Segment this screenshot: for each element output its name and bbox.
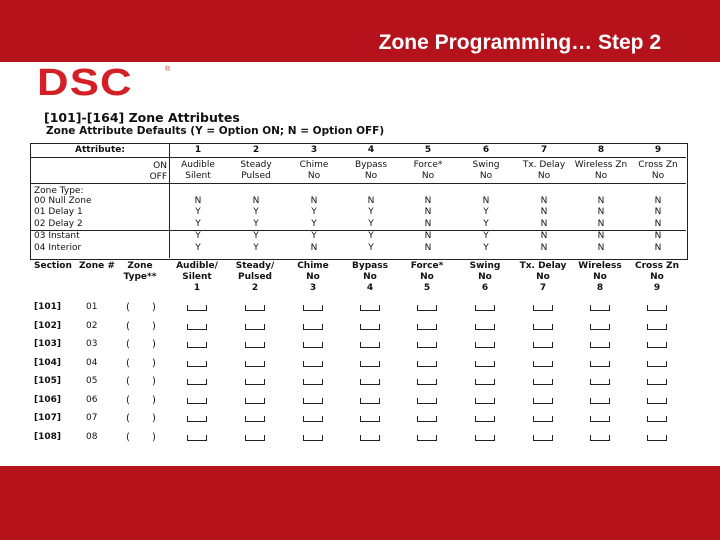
attribute-entry-box[interactable] [360, 379, 380, 385]
section-attr-number: 4 [366, 283, 374, 293]
attribute-entry-box[interactable] [533, 361, 553, 367]
default-value: Y [253, 207, 259, 217]
attr-col-off: No [651, 171, 665, 181]
zone-type-row-label: 02 Delay 2 [34, 219, 83, 229]
section-number: [104] [34, 358, 62, 368]
default-value: Y [368, 243, 374, 253]
default-value: N [540, 243, 548, 253]
section-attr-header-line2: No [536, 272, 550, 282]
attr-col-off: No [421, 171, 435, 181]
attribute-entry-box[interactable] [590, 305, 610, 311]
attribute-entry-box[interactable] [590, 435, 610, 441]
zone-number-header: Zone # [79, 261, 115, 271]
section-attr-header: Audible/ [176, 261, 218, 271]
attr-col-number: 3 [310, 145, 318, 155]
attribute-entry-box[interactable] [187, 305, 207, 311]
section-table [30, 260, 690, 450]
attribute-entry-box[interactable] [417, 305, 437, 311]
zone-type-row-label: 01 Delay 1 [34, 207, 83, 217]
attr-col-on: Cross Zn [638, 160, 678, 170]
default-value: N [424, 219, 432, 229]
attribute-entry-box[interactable] [590, 398, 610, 404]
registered-mark: ® [165, 66, 171, 73]
attribute-entry-box[interactable] [303, 305, 323, 311]
zone-number: 08 [86, 432, 98, 442]
attribute-entry-box[interactable] [475, 324, 495, 330]
zone-type-header: Zone [127, 261, 153, 271]
default-value: N [540, 219, 548, 229]
section-number: [102] [34, 321, 62, 331]
attr-col-on: Audible [181, 160, 215, 170]
default-value: N [424, 196, 432, 206]
attribute-entry-box[interactable] [590, 361, 610, 367]
default-value: Y [368, 231, 374, 241]
zone-number: 04 [86, 358, 98, 368]
attr-col-number: 8 [597, 145, 605, 155]
attribute-entry-box[interactable] [533, 379, 553, 385]
off-label: OFF [149, 172, 167, 182]
default-value: N [194, 196, 202, 206]
section-attr-header: Bypass [352, 261, 388, 271]
attr-col-number: 2 [252, 145, 260, 155]
default-value: N [540, 196, 548, 206]
attribute-entry-box[interactable] [303, 342, 323, 348]
attribute-entry-box[interactable] [647, 324, 667, 330]
default-value: N [367, 196, 375, 206]
default-value: N [424, 243, 432, 253]
attr-col-off: No [364, 171, 378, 181]
section-attr-number: 9 [653, 283, 661, 293]
zone-number: 01 [86, 302, 98, 312]
attribute-entry-box[interactable] [475, 435, 495, 441]
attr-col-off: No [594, 171, 608, 181]
zone-type-open-paren: ( [126, 432, 130, 443]
default-value: Y [253, 219, 259, 229]
attribute-entry-box[interactable] [187, 398, 207, 404]
attribute-entry-box[interactable] [187, 361, 207, 367]
attr-col-on: Steady [240, 160, 272, 170]
attribute-entry-box[interactable] [647, 379, 667, 385]
default-value: N [654, 196, 662, 206]
default-value: N [654, 243, 662, 253]
attribute-entry-box[interactable] [533, 342, 553, 348]
attr-col-on: Force* [413, 160, 443, 170]
attribute-entry-box[interactable] [303, 324, 323, 330]
attribute-entry-box[interactable] [475, 379, 495, 385]
zone-type-open-paren: ( [126, 302, 130, 313]
section-attr-header: Swing [469, 261, 501, 271]
default-value: Y [368, 219, 374, 229]
default-value: Y [311, 219, 317, 229]
attribute-entry-box[interactable] [245, 398, 265, 404]
attribute-entry-box[interactable] [590, 416, 610, 422]
attribute-entry-box[interactable] [245, 342, 265, 348]
attr-col-number: 4 [367, 145, 375, 155]
zone-type-open-paren: ( [126, 413, 130, 424]
section-number: [101] [34, 302, 62, 312]
section-attr-header: Force* [410, 261, 444, 271]
section-attr-number: 1 [193, 283, 201, 293]
default-value: N [654, 219, 662, 229]
zone-type-open-paren: ( [126, 339, 130, 350]
default-value: N [597, 243, 605, 253]
attribute-entry-box[interactable] [533, 398, 553, 404]
section-number: [103] [34, 339, 62, 349]
zone-type-open-paren: ( [126, 321, 130, 332]
zone-type-close-paren: ) [152, 339, 156, 350]
zone-number: 03 [86, 339, 98, 349]
attr-col-off: Silent [185, 171, 211, 181]
section-attr-header-line2: No [650, 272, 664, 282]
attribute-entry-box[interactable] [417, 398, 437, 404]
section-attr-number: 5 [423, 283, 431, 293]
default-value: Y [311, 231, 317, 241]
section-attr-header: Cross Zn [634, 261, 679, 271]
default-value: N [482, 196, 490, 206]
zone-type-open-paren: ( [126, 358, 130, 369]
attribute-entry-box[interactable] [590, 379, 610, 385]
default-value: N [540, 231, 548, 241]
zone-type-row-label: 00 Null Zone [34, 196, 92, 206]
attr-col-on: Bypass [354, 160, 388, 170]
zone-number: 05 [86, 376, 98, 386]
section-number: [107] [34, 413, 62, 423]
default-value: Y [253, 243, 259, 253]
attribute-entry-box[interactable] [360, 305, 380, 311]
attribute-entry-box[interactable] [647, 342, 667, 348]
section-attr-number: 8 [596, 283, 604, 293]
attr-col-on: Wireless Zn [574, 160, 628, 170]
attr-col-on: Swing [472, 160, 500, 170]
section-attr-number: 3 [309, 283, 317, 293]
section-attr-header: Steady/ [235, 261, 275, 271]
zone-type-close-paren: ) [152, 358, 156, 369]
attribute-entry-box[interactable] [475, 416, 495, 422]
attribute-entry-box[interactable] [533, 324, 553, 330]
footer-band [0, 466, 720, 540]
zone-type-open-paren: ( [126, 376, 130, 387]
section-attr-number: 2 [251, 283, 259, 293]
default-value: Y [483, 219, 489, 229]
attribute-entry-box[interactable] [245, 324, 265, 330]
default-value: N [654, 231, 662, 241]
attr-col-off: No [479, 171, 493, 181]
logo-text: DSC [37, 62, 133, 104]
attribute-entry-box[interactable] [417, 324, 437, 330]
attribute-entry-box[interactable] [417, 342, 437, 348]
default-value: Y [483, 243, 489, 253]
default-value: N [597, 219, 605, 229]
attribute-entry-box[interactable] [475, 305, 495, 311]
section-attr-header: Tx. Delay [519, 261, 567, 271]
attribute-entry-box[interactable] [417, 416, 437, 422]
attribute-entry-box[interactable] [360, 324, 380, 330]
attribute-entry-box[interactable] [475, 361, 495, 367]
attribute-entry-box[interactable] [417, 435, 437, 441]
attribute-defaults-table [30, 143, 688, 260]
default-value: N [597, 207, 605, 217]
zone-type-close-paren: ) [152, 432, 156, 443]
table-rule [31, 183, 686, 184]
section-attr-number: 7 [539, 283, 547, 293]
zone-number: 07 [86, 413, 98, 423]
default-value: Y [195, 231, 201, 241]
default-value: N [424, 207, 432, 217]
section-number: [105] [34, 376, 62, 386]
attr-col-number: 1 [194, 145, 202, 155]
section-attr-header-line2: No [420, 272, 434, 282]
attribute-entry-box[interactable] [303, 361, 323, 367]
document-subtitle: Zone Attribute Defaults (Y = Option ON; N = Option OFF) [46, 125, 385, 137]
dsc-logo [37, 62, 177, 104]
attribute-label: Attribute: [75, 145, 125, 155]
attr-col-on: Chime [299, 160, 329, 170]
slide-title: Zone Programming… Step 2 [378, 31, 661, 54]
attribute-entry-box[interactable] [187, 379, 207, 385]
section-attr-header: Chime [297, 261, 329, 271]
attribute-entry-box[interactable] [245, 435, 265, 441]
default-value: N [310, 196, 318, 206]
zone-type-close-paren: ) [152, 376, 156, 387]
zone-type-open-paren: ( [126, 395, 130, 406]
attr-col-off: No [307, 171, 321, 181]
default-value: Y [368, 207, 374, 217]
attribute-entry-box[interactable] [647, 416, 667, 422]
default-value: N [424, 231, 432, 241]
attribute-entry-box[interactable] [533, 416, 553, 422]
default-value: Y [195, 219, 201, 229]
section-attr-header-line2: No [363, 272, 377, 282]
attribute-entry-box[interactable] [475, 398, 495, 404]
document-title: [101]-[164] Zone Attributes [44, 110, 240, 125]
table-rule [31, 157, 686, 158]
default-value: N [597, 231, 605, 241]
section-attr-header-line2: No [306, 272, 320, 282]
attribute-entry-box[interactable] [187, 435, 207, 441]
zone-number: 06 [86, 395, 98, 405]
attribute-entry-box[interactable] [647, 305, 667, 311]
section-attr-header-line2: No [478, 272, 492, 282]
section-attr-header-line2: Silent [182, 272, 212, 282]
default-value: N [597, 196, 605, 206]
attribute-entry-box[interactable] [360, 398, 380, 404]
attribute-entry-box[interactable] [475, 342, 495, 348]
attribute-entry-box[interactable] [647, 398, 667, 404]
attr-col-number: 5 [424, 145, 432, 155]
default-value: N [310, 243, 318, 253]
attr-col-off: Pulsed [241, 171, 271, 181]
default-value: Y [253, 231, 259, 241]
attribute-entry-box[interactable] [360, 361, 380, 367]
attribute-entry-box[interactable] [533, 435, 553, 441]
attribute-entry-box[interactable] [360, 342, 380, 348]
attr-col-on: Tx. Delay [522, 160, 566, 170]
attribute-entry-box[interactable] [187, 416, 207, 422]
section-header: Section [34, 261, 72, 271]
section-number: [108] [34, 432, 62, 442]
attribute-entry-box[interactable] [590, 342, 610, 348]
zone-type-close-paren: ) [152, 395, 156, 406]
attr-col-off: No [537, 171, 551, 181]
attribute-entry-box[interactable] [417, 379, 437, 385]
default-value: Y [483, 231, 489, 241]
default-value: N [252, 196, 260, 206]
default-value: Y [483, 207, 489, 217]
attribute-entry-box[interactable] [303, 398, 323, 404]
default-value: Y [195, 243, 201, 253]
default-value: N [540, 207, 548, 217]
attribute-entry-box[interactable] [187, 342, 207, 348]
section-attr-number: 6 [481, 283, 489, 293]
zone-type-row-label: 03 Instant [34, 231, 80, 241]
attr-col-number: 9 [654, 145, 662, 155]
zone-type-close-paren: ) [152, 413, 156, 424]
attribute-entry-box[interactable] [245, 379, 265, 385]
section-attr-header-line2: No [593, 272, 607, 282]
zone-type-header-line2: Type** [123, 272, 157, 282]
attribute-entry-box[interactable] [590, 324, 610, 330]
attr-col-number: 7 [540, 145, 548, 155]
attribute-entry-box[interactable] [245, 416, 265, 422]
section-number: [106] [34, 395, 62, 405]
attribute-entry-box[interactable] [533, 305, 553, 311]
zone-number: 02 [86, 321, 98, 331]
default-value: N [654, 207, 662, 217]
attribute-entry-box[interactable] [245, 305, 265, 311]
attribute-entry-box[interactable] [360, 435, 380, 441]
attribute-entry-box[interactable] [303, 435, 323, 441]
attribute-entry-box[interactable] [417, 361, 437, 367]
attribute-entry-box[interactable] [245, 361, 265, 367]
zone-type-close-paren: ) [152, 302, 156, 313]
zone-type-label: Zone Type: [34, 186, 84, 196]
on-label: ON [153, 161, 167, 171]
zone-type-row-label: 04 Interior [34, 243, 82, 253]
attribute-entry-box[interactable] [303, 379, 323, 385]
default-value: Y [311, 207, 317, 217]
attribute-entry-box[interactable] [360, 416, 380, 422]
attribute-entry-box[interactable] [187, 324, 207, 330]
attribute-entry-box[interactable] [647, 361, 667, 367]
default-value: Y [195, 207, 201, 217]
section-attr-header-line2: Pulsed [238, 272, 272, 282]
attr-col-number: 6 [482, 145, 490, 155]
section-attr-header: Wireless [578, 261, 622, 271]
attribute-entry-box[interactable] [303, 416, 323, 422]
zone-type-close-paren: ) [152, 321, 156, 332]
attribute-entry-box[interactable] [647, 435, 667, 441]
